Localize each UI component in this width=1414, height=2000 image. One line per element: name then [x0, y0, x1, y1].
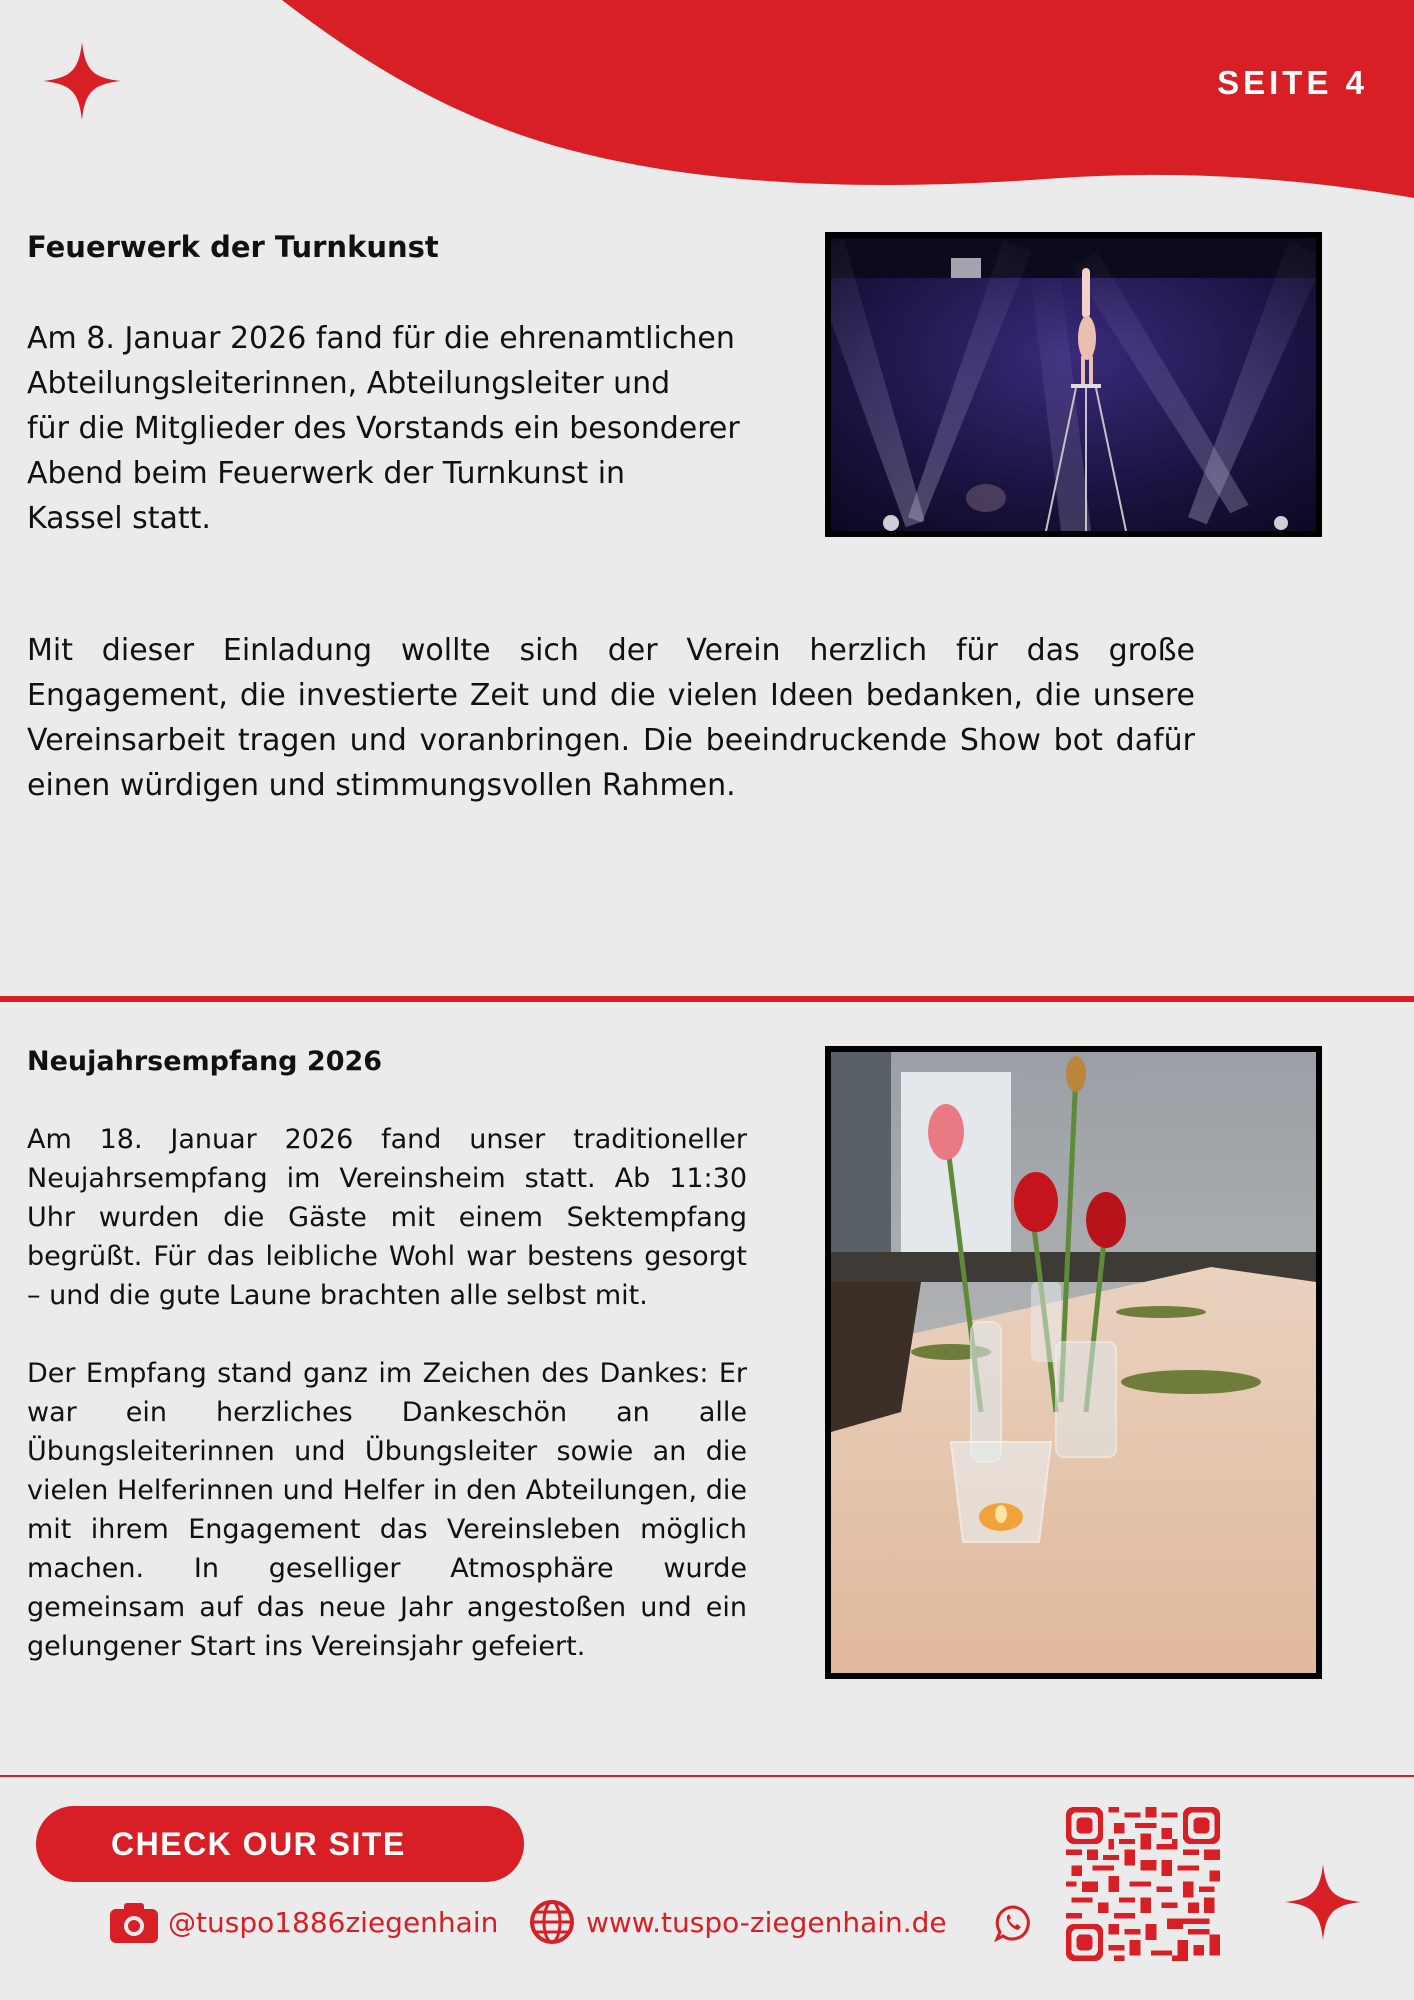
- website-url: www.tuspo-ziegenhain.de: [586, 1905, 947, 1939]
- check-our-site-button[interactable]: CHECK OUR SITE: [36, 1806, 524, 1882]
- instagram-link[interactable]: [110, 1896, 498, 1948]
- sparkle-star-icon: [1285, 1864, 1361, 1940]
- page-number: SEITE 4: [1217, 64, 1368, 101]
- article-intro: Am 8. Januar 2026 fand für die ehrenamtlichen Abteilungsleiterinnen, Abteilungsleiter und für die Mitglieder des Vorstands ein besonderer Abend beim Feuerwerk der Turnkunst in Kassel statt.: [27, 321, 740, 536]
- section-divider: [0, 996, 1414, 1002]
- tulip-table-photo: [825, 1046, 1322, 1679]
- whatsapp-icon[interactable]: [994, 1904, 1032, 1942]
- sparkle-star-icon: [43, 42, 121, 120]
- camera-icon: [110, 1901, 158, 1943]
- globe-icon: [530, 1900, 574, 1944]
- article-title-2: Neujahrsempfang 2026: [27, 1046, 383, 1077]
- article-title: Feuerwerk der Turnkunst: [27, 230, 439, 264]
- qr-code[interactable]: [1066, 1807, 1220, 1961]
- article-body-2: [27, 1120, 747, 1705]
- paragraph: Am 18. Januar 2026 fand unser traditioneller Neujahrsempfang im Vereinsheim statt. Ab 11:30 Uhr wurden die Gäste mit einem Sektempfang begrüßt. Für das leibliche Wohl war bestens gesorgt – und die gute Laune brachten alle selbst mit.: [27, 1124, 747, 1311]
- paragraph: Der Empfang stand ganz im Zeichen des Dankes: Er war ein herzliches Dankeschön an alle Übungsleiterinnen und Übungsleiter sowie an die vielen Helferinnen und Helfer in den Abteilungen, die mit ihrem Engagement das Vereinsleben möglich machen. In geselliger Atmosphäre wurde gemeinsam auf das neue Jahr angestoßen und ein gelungener Start ins Vereinsjahr gefeiert.: [27, 1358, 747, 1662]
- website-link[interactable]: [530, 1896, 947, 1948]
- article-body: Mit dieser Einladung wollte sich der Verein herzlich für das große Engagement, die investierte Zeit und die vielen Ideen bedanken, die unsere Vereinsarbeit tragen und voranbringen. Die beeindruckende Show bot dafür einen würdigen und stimmungsvollen Rahmen.: [27, 633, 1195, 803]
- acrobat-show-photo: [825, 232, 1322, 537]
- header-wave: [0, 0, 1414, 210]
- footer-divider: [0, 1775, 1414, 1777]
- instagram-handle: @tuspo1886ziegenhain: [168, 1905, 499, 1939]
